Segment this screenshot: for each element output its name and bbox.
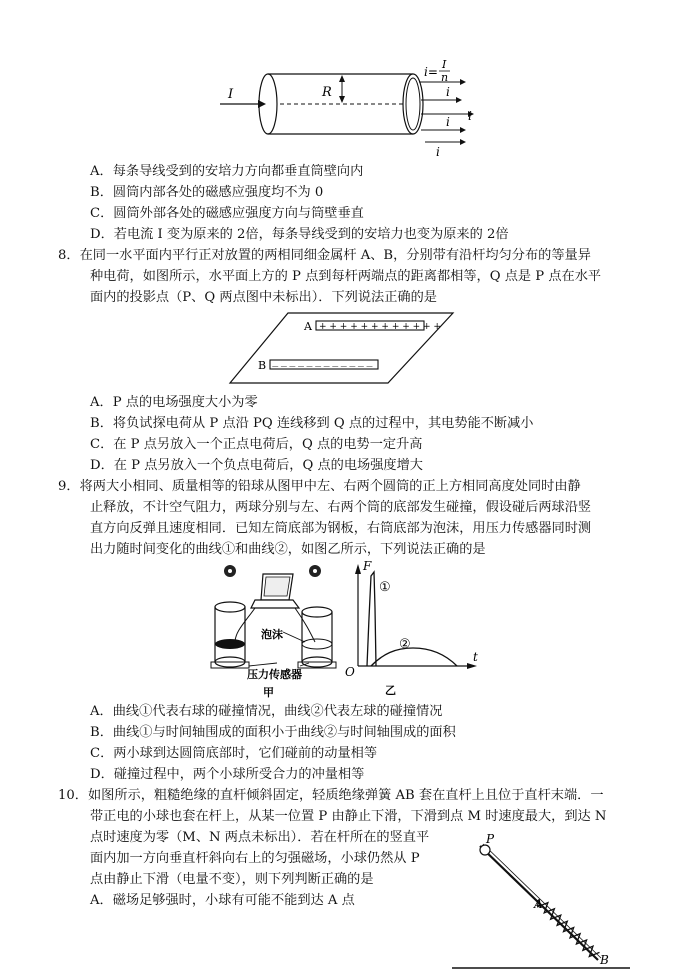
foam-label: 泡沫 <box>261 628 283 641</box>
origin-label: O <box>345 665 355 679</box>
point-b-label: B <box>600 953 609 967</box>
eq-i: i= <box>424 65 438 79</box>
axis-t-label: t <box>473 650 478 664</box>
point-a-label: A <box>534 897 543 911</box>
cylinder-figure <box>220 58 480 160</box>
rod-b-label: B <box>258 359 267 372</box>
q10-stem-line: 10．如图所示，粗糙绝缘的直杆倾斜固定，轻质绝缘弹簧 AB 套在直杆上且位于直杆末端．一 <box>58 788 604 803</box>
q8-option-b: B．将负试探电荷从 P 点沿 PQ 连线移到 Q 点的过程中，其电势能不断减小 <box>90 416 534 431</box>
q9-stem-line: 9．将两大小相同、质量相等的铅球从图甲中左、右两个圆筒的正上方相同高度处同时由静 <box>58 479 581 494</box>
q8-stem-line: 8．在同一水平面内平行正对放置的两相同细金属杆 A、B，分别带有沿杆均匀分布的等量异 <box>58 248 591 263</box>
eq-num: I <box>442 58 447 71</box>
q9-stem-line: 直方向反弹且速度相同．已知左筒底部为钢板，右筒底部为泡沫，用压力传感器同时测 <box>90 521 592 536</box>
q10-stem-line: 带正电的小球也套在杆上，从某一位置 P 由静止下滑，下滑到点 M 时速度最大，到达 N <box>90 809 607 824</box>
q8-option-c: C．在 P 点另放入一个正点电荷后，Q 点的电势一定升高 <box>90 437 423 452</box>
q7-option-c: C．圆筒外部各处的磁感应强度方向与筒壁垂直 <box>90 206 364 221</box>
arrow-label-i: i <box>436 145 440 159</box>
q8-stem-line: 种电荷，如图所示，水平面上方的 P 点到每杆两端点的距离都相等，Q 点是 P 点在水平 <box>90 269 602 284</box>
q8-stem-line: 面内的投影点（P、Q 两点图中未标出）．下列说法正确的是 <box>90 290 437 305</box>
sensor-label: 压力传感器 <box>247 668 302 681</box>
caption-jia: 甲 <box>263 686 274 699</box>
axis-f-label: F <box>363 559 372 573</box>
curve1-label: ① <box>379 580 391 595</box>
rod-a-charges: + + + + + + + + + + + + <box>319 322 441 332</box>
q9-option-a: A．曲线①代表右球的碰撞情况，曲线②代表左球的碰撞情况 <box>90 704 443 719</box>
arrow-label-i: i <box>446 115 450 129</box>
eq-den: n <box>441 71 449 84</box>
q10-stem-line: 点由静止下滑（电量不变），则下列判断正确的是 <box>90 872 374 887</box>
q9-figure-jia <box>205 562 345 700</box>
q10-option-a: A．磁场足够强时，小球有可能不能到达 A 点 <box>90 893 355 908</box>
q7-option-a: A．每条导线受到的安培力方向都垂直筒壁向内 <box>90 164 364 179</box>
q10-stem-line: 点时速度为零（M、N 两点未标出）．若在杆所在的竖直平 <box>90 830 430 845</box>
q7-option-d: D．若电流 I 变为原来的 2倍，每条导线受到的安培力也变为原来的 2倍 <box>90 227 509 242</box>
q9-stem-line: 出力随时间变化的曲线①和曲线②，如图乙所示，下列说法正确的是 <box>90 542 486 557</box>
q7-option-b: B．圆筒内部各处的磁感应强度均不为 0 <box>90 185 324 200</box>
radius-label: R <box>322 85 332 100</box>
rod-a-label: A <box>304 320 312 333</box>
caption-yi: 乙 <box>385 684 396 697</box>
q9-stem-line: 止释放，不计空气阻力，两球分别与左、右两个筒的底部发生碰撞，假设碰后两球沿竖 <box>90 500 592 515</box>
arrow-label-i: i <box>468 109 472 123</box>
point-p-label: P <box>486 834 495 846</box>
q8-option-a: A．P 点的电场强度大小为零 <box>90 395 258 410</box>
q8-option-d: D．在 P 点另放入一个负点电荷后，Q 点的电场强度增大 <box>90 458 423 473</box>
arrow-label-i: i <box>446 85 450 99</box>
rods-figure <box>228 311 468 391</box>
q9-option-d: D．碰撞过程中，两个小球所受合力的冲量相等 <box>90 767 365 782</box>
q9-figure-yi <box>333 558 483 700</box>
q10-stem-line: 面内加一方向垂直杆斜向右上的匀强磁场，小球仍然从 P <box>90 851 420 866</box>
curve2-label: ② <box>399 637 411 652</box>
q9-option-b: B．曲线①与时间轴围成的面积小于曲线②与时间轴围成的面积 <box>90 725 456 740</box>
q9-option-c: C．两小球到达圆筒底部时，它们碰前的动量相等 <box>90 746 378 761</box>
current-in-label: I <box>228 87 234 102</box>
rod-b-charges: — — — — — — — — — — — — <box>272 362 373 370</box>
inclined-rod-figure <box>452 834 632 969</box>
